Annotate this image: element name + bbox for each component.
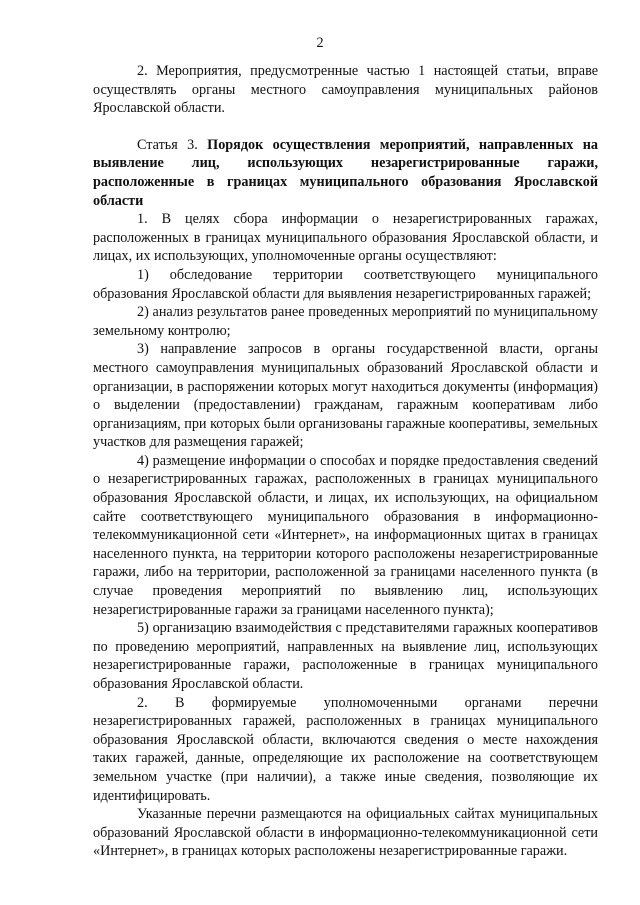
- article-title: Порядок осуществления мероприятий, направленных на выявление лиц, использующих незарегистрированные гаражи, расположенные в границах муниципального образования Ярославской области: [93, 136, 598, 209]
- document-body: [93, 62, 598, 861]
- list-item-5: 5) организацию взаимодействия с представителями гаражных кооперативов по проведению мероприятий, направленных на выявление лиц, использующих незарегистрированные гаражи, расположенные в границах муниципального образования Ярославской области.: [93, 620, 598, 692]
- article-paragraph-1: 1. В целях сбора информации о незарегистрированных гаражах, расположенных в границах муниципального образования Ярославской области, и лицах, их использующих, уполномоченные органы осуществляют:: [93, 211, 598, 265]
- list-item-4: 4) размещение информации о способах и порядке предоставления сведений о незарегистрированных гаражах, расположенных в границах муниципального образования Ярославской области, и лицах, их использующих, на официальном сайте соответствующего муниципального образования в информационно-телекоммуникационной сети «Интернет», на информационных щитах в границах населенного пункта, на территории которого расположены незарегистрированные гаражи, либо на территории, расположенной за границами населенного пункта (в случае проведения мероприятий по выявлению лиц, использующих незарегистрированные гаражи за границами населенного пункта);: [93, 452, 598, 618]
- article-paragraph-3: Указанные перечни размещаются на официальных сайтах муниципальных образований Ярославской области в информационно-телекоммуникационной сети «Интернет», в границах которых расположены незарегистрированные гаражи.: [93, 806, 598, 860]
- paragraph-measures-right: 2. Мероприятия, предусмотренные частью 1 настоящей статьи, вправе осуществлять органы местного самоуправления муниципальных районов Ярославской области.: [93, 63, 598, 117]
- page-number: 2: [316, 35, 324, 51]
- list-item-3: 3) направление запросов в органы государственной власти, органы местного самоуправления муниципальных образований Ярославской области и организации, в распоряжении которых могут находиться документы (информация) о выделении (предоставлении) гражданам, гаражным кооперативам либо организациям, при которых были организованы гаражные кооперативы, земельных участков для размещения гаражей;: [93, 341, 598, 451]
- list-item-1: 1) обследование территории соответствующего муниципального образования Ярославской области для выявления незарегистрированных гаражей;: [93, 266, 598, 302]
- article-paragraph-2: 2. В формируемые уполномоченными органами перечни незарегистрированных гаражей, расположенных в границах муниципального образования Ярославской области, включаются сведения о месте нахождения таких гаражей, данные, определяющие их расположение на соответствующем земельном участке (при наличии), а также иные сведения, позволяющие их идентифицировать.: [93, 694, 598, 804]
- article-label: Статья 3.: [137, 136, 198, 153]
- list-item-2: 2) анализ результатов ранее проведенных мероприятий по муниципальному земельному контролю;: [93, 304, 598, 339]
- article-3: [93, 136, 598, 861]
- article-heading: [93, 136, 598, 210]
